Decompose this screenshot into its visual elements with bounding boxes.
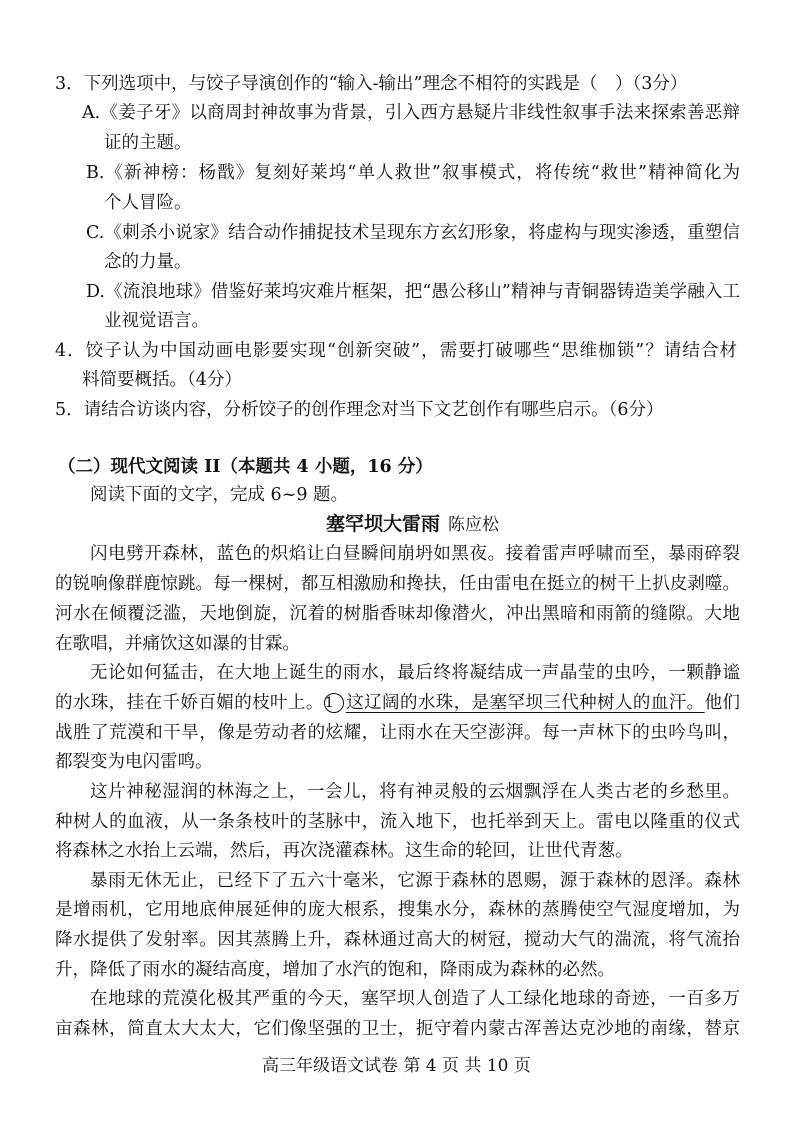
- p3-line: 将森林之水抬上云端，然后，再次浇灌森林。这生命的轮回，让世代青葱。: [55, 841, 633, 861]
- p2-text: 的水珠，挂在千娇百媚的枝叶上。: [55, 693, 324, 713]
- section-heading: （二）现代文阅读 II（本题共 4 小题，16 分）: [58, 457, 433, 477]
- p2-line: 战胜了荒漠和干旱，像是劳动者的炫耀，让雨水在天空澎湃。每一声林下的虫吟鸟叫，: [55, 723, 740, 743]
- p4-line: 暴雨无休无止，已经下了五六十毫米，它源于森林的恩赐，源于森林的恩泽。森林: [90, 871, 740, 891]
- passage-title-line: [326, 512, 499, 537]
- question-4-cont: 料简要概括。（4分）: [82, 370, 242, 390]
- p4-line: 是增雨机，它用地底伸展延伸的庞大根系，搜集水分，森林的蒸腾使空气湿度增加，为: [55, 900, 740, 920]
- option-c: C.《刺杀小说家》结合动作捕捉技术呈现东方玄幻形象，将虚构与现实渗透，重塑信: [86, 223, 740, 243]
- question-4: 4．饺子认为中国动画电影要实现“创新突破”，需要打破哪些“思维枷锁”？请结合材: [55, 341, 737, 361]
- option-c-cont: 念的力量。: [104, 252, 192, 272]
- p1-line: 河水在倾覆泛滥，天地倒旋，沉着的树脂香味却像潜火，冲出黑暗和雨箭的缝隙。大地: [55, 604, 740, 624]
- p1-line: 在歌唱，并痛饮这如瀑的甘霖。: [55, 634, 300, 654]
- p2-line: [55, 691, 740, 715]
- p4-line: 降水提供了发射率。因其蒸腾上升，森林通过高大的树冠，搅动大气的湍流，将气流抬: [55, 930, 740, 950]
- option-a-cont: 证的主题。: [104, 133, 192, 153]
- option-b: B.《新神榜：杨戬》复刻好莱坞“单人救世”叙事模式，将传统“救世”精神简化为: [86, 163, 740, 183]
- option-d-cont: 业视觉语言。: [104, 311, 209, 331]
- p5-line: 在地球的荒漠化极其严重的今天，塞罕坝人创造了人工绿化地球的奇迹，一百多万: [90, 989, 740, 1009]
- p1-line: 闪电劈开森林，蓝色的炽焰让白昼瞬间崩坍如黑夜。接着雷声呼啸而至，暴雨碎裂: [90, 544, 740, 564]
- question-3-stem: 3．下列选项中，与饺子导演创作的“输入-输出”理念不相符的实践是（ ）（3分）: [55, 74, 688, 94]
- option-a: A.《姜子牙》以商周封神故事为背景，引入西方悬疑片非线性叙事手法来探索善恶辩: [82, 103, 740, 123]
- p4-line: 升，降低了雨水的凝结高度，增加了水汽的饱和，降雨成为森林的必然。: [55, 960, 615, 980]
- p5-line: 亩森林，简直太大太大，它们像坚强的卫士，扼守着内蒙古浑善达克沙地的南缘，替京: [55, 1019, 740, 1039]
- p1-line: 的锐响像群鹿惊跳。每一棵树，都互相激励和搀扶，任由雷电在挺立的树干上扒皮剥噬。: [55, 574, 740, 594]
- passage-author: 陈应松: [448, 515, 500, 535]
- p3-line: 这片神秘湿润的林海之上，一会儿，将有神灵般的云烟飘浮在人类古老的乡愁里。: [90, 782, 740, 802]
- passage-title: 塞罕坝大雷雨: [326, 513, 441, 535]
- circled-number-marker: 1: [324, 693, 344, 713]
- p2-line: 都裂变为电闪雷鸣。: [55, 752, 213, 772]
- underlined-sentence: 这辽阔的水珠，是塞罕坝三代种树人的血汗。: [345, 693, 705, 713]
- page-footer: 高三年级语文试卷 第 4 页 共 10 页: [262, 1056, 531, 1076]
- p2-text: 他们: [704, 693, 741, 713]
- reading-instruction: 阅读下面的文字，完成 6~9 题。: [90, 485, 349, 505]
- option-d: D.《流浪地球》借鉴好莱坞灾难片框架，把“愚公移山”精神与青铜器铸造美学融入工: [86, 282, 740, 302]
- question-5: 5．请结合访谈内容，分析饺子的创作理念对当下文艺创作有哪些启示。（6分）: [55, 400, 664, 420]
- p3-line: 种树人的血液，从一条条枝叶的茎脉中，流入地下，也托举到天上。雷电以隆重的仪式: [55, 812, 740, 832]
- option-b-cont: 个人冒险。: [104, 193, 192, 213]
- p2-line: 无论如何猛击，在大地上诞生的雨水，最后终将凝结成一声晶莹的虫吟，一颗静谧: [90, 663, 740, 683]
